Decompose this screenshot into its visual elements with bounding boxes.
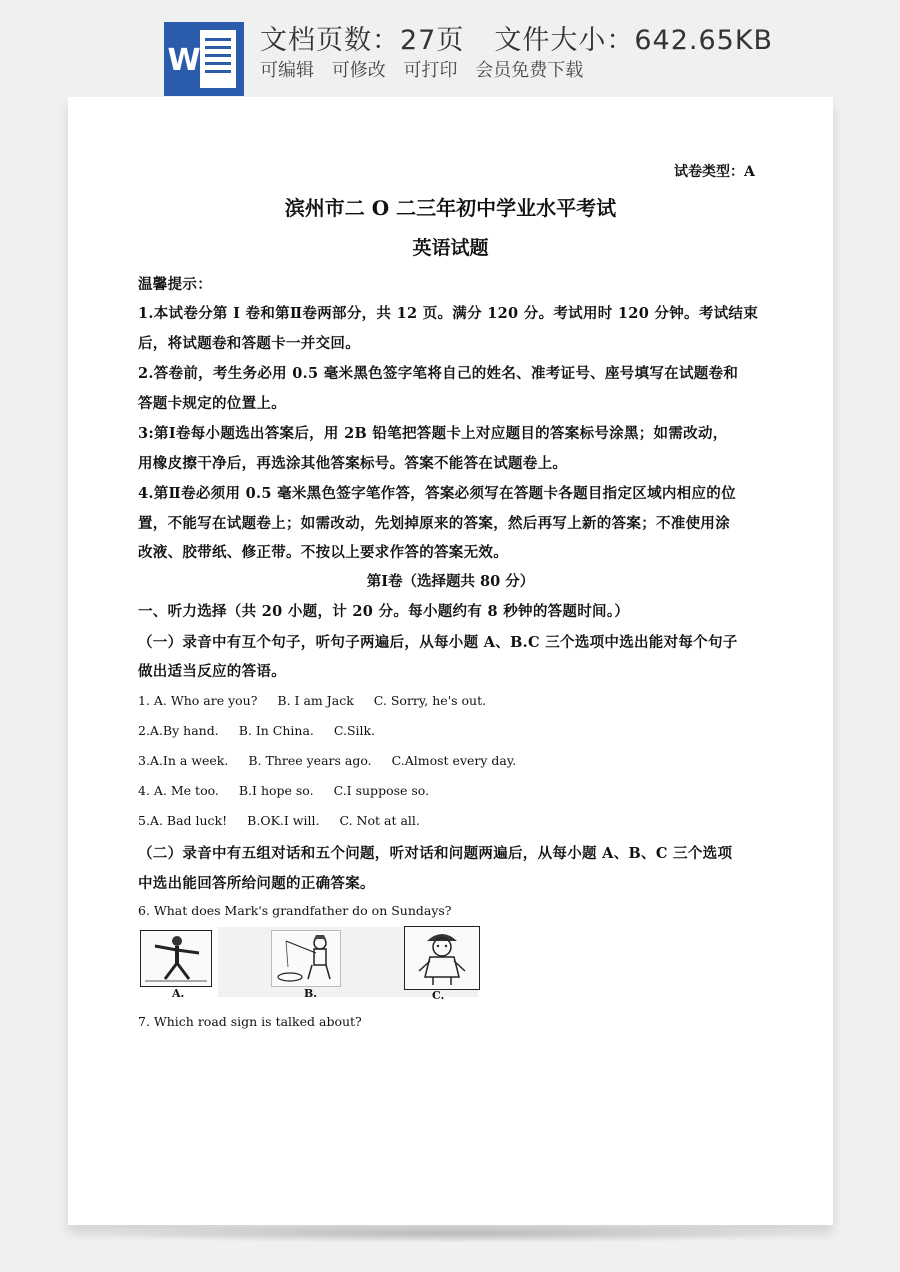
sub1-instructions: （一）录音中有互个句子，听句子两遍后，从每小题 A、B.C 三个选项中选出能对每个句子 xyxy=(138,634,738,651)
feature-list xyxy=(260,56,595,82)
part1-title: 第Ⅰ卷（选择题共 80 分） xyxy=(366,573,535,590)
exam-subtitle: 英语试题 xyxy=(412,237,489,259)
feature-modifiable: 可修改 xyxy=(331,60,386,81)
notice-line: 置，不能写在试题卷上；如需改动，先划掉原来的答案，然后再写上新的答案；不准使用涂 xyxy=(138,515,730,532)
option-c-label: C. xyxy=(432,989,445,1002)
sub1-instructions: 做出适当反应的答语。 xyxy=(138,663,286,680)
notice-line: 3:第Ⅰ卷每小题选出答案后，用 2B 铅笔把答题卡上对应题目的答案标号涂黑；如需改动， xyxy=(138,425,728,442)
option-c-opera-picture xyxy=(404,926,480,990)
notice-line: 用橡皮擦干净后，再选涂其他答案标号。答案不能答在试题卷上。 xyxy=(138,455,568,472)
fishing-figure-icon xyxy=(272,931,340,986)
feature-member-download: 会员免费下载 xyxy=(475,60,584,81)
notice-line: 1.本试卷分第 I 卷和第Ⅱ卷两部分，共 12 页。满分 120 分。考试用时 120 分钟。考试结束 xyxy=(138,305,759,322)
notice-line: 4.第Ⅱ卷必须用 0.5 毫米黑色签字笔作答，答案必须写在答题卡各题目指定区域内相应的位 xyxy=(138,485,736,502)
tai-chi-figure-icon xyxy=(141,931,211,986)
question-2: 2.A.By hand. B. In China. C.Silk. xyxy=(138,723,376,738)
section1-heading: 一、听力选择（共 20 小题，计 20 分。每小题约有 8 秒钟的答题时间。） xyxy=(138,603,630,620)
page-shadow xyxy=(80,1225,820,1243)
sub2-instructions: 中选出能回答所给问题的正确答案。 xyxy=(138,875,375,892)
option-b-fishing-picture xyxy=(271,930,341,987)
question-3: 3.A.In a week. B. Three years ago. C.Almost every day. xyxy=(138,753,517,768)
option-b-label: B. xyxy=(304,987,318,1000)
question-5: 5.A. Bad luck! B.OK.I will. C. Not at all. xyxy=(138,813,420,828)
notice-line: 改液、胶带纸、修正带。不按以上要求作答的答案无效。 xyxy=(138,544,508,561)
notice-heading: 温馨提示： xyxy=(138,276,212,293)
paper-type: 试卷类型：A xyxy=(674,164,755,180)
file-size: 文件大小：642.65KB xyxy=(494,25,774,56)
notice-line: 后，将试题卷和答题卡一并交回。 xyxy=(138,335,360,352)
notice-line: 2.答卷前，考生务必用 0.5 毫米黑色签字笔将自己的姓名、准考证号、座号填写在试题卷和 xyxy=(138,365,739,382)
question-6: 6. What does Mark's grandfather do on Sundays? xyxy=(138,903,452,918)
feature-printable: 可打印 xyxy=(403,60,458,81)
option-a-tai-chi-picture xyxy=(140,930,212,987)
notice-line: 答题卡规定的位置上。 xyxy=(138,395,286,412)
page-count: 文档页数：27页 xyxy=(260,25,465,56)
question-4: 4. A. Me too. B.I hope so. C.I suppose so. xyxy=(138,783,430,798)
feature-editable: 可编辑 xyxy=(260,60,314,81)
word-document-icon xyxy=(164,22,244,96)
document-page xyxy=(68,97,833,1225)
question-7: 7. Which road sign is talked about? xyxy=(138,1014,362,1029)
opera-figure-icon xyxy=(405,927,479,989)
option-a-label: A. xyxy=(172,987,185,1000)
file-info xyxy=(260,18,773,57)
sub2-instructions: （二）录音中有五组对话和五个问题，听对话和问题两遍后，从每小题 A、B、C 三个选项 xyxy=(138,845,733,862)
word-icon-letter: W xyxy=(167,43,201,78)
download-banner xyxy=(0,0,900,96)
question-1: 1. A. Who are you? B. I am Jack C. Sorry, he's out. xyxy=(138,693,487,708)
exam-title: 滨州市二 O 二三年初中学业水平考试 xyxy=(284,196,617,220)
